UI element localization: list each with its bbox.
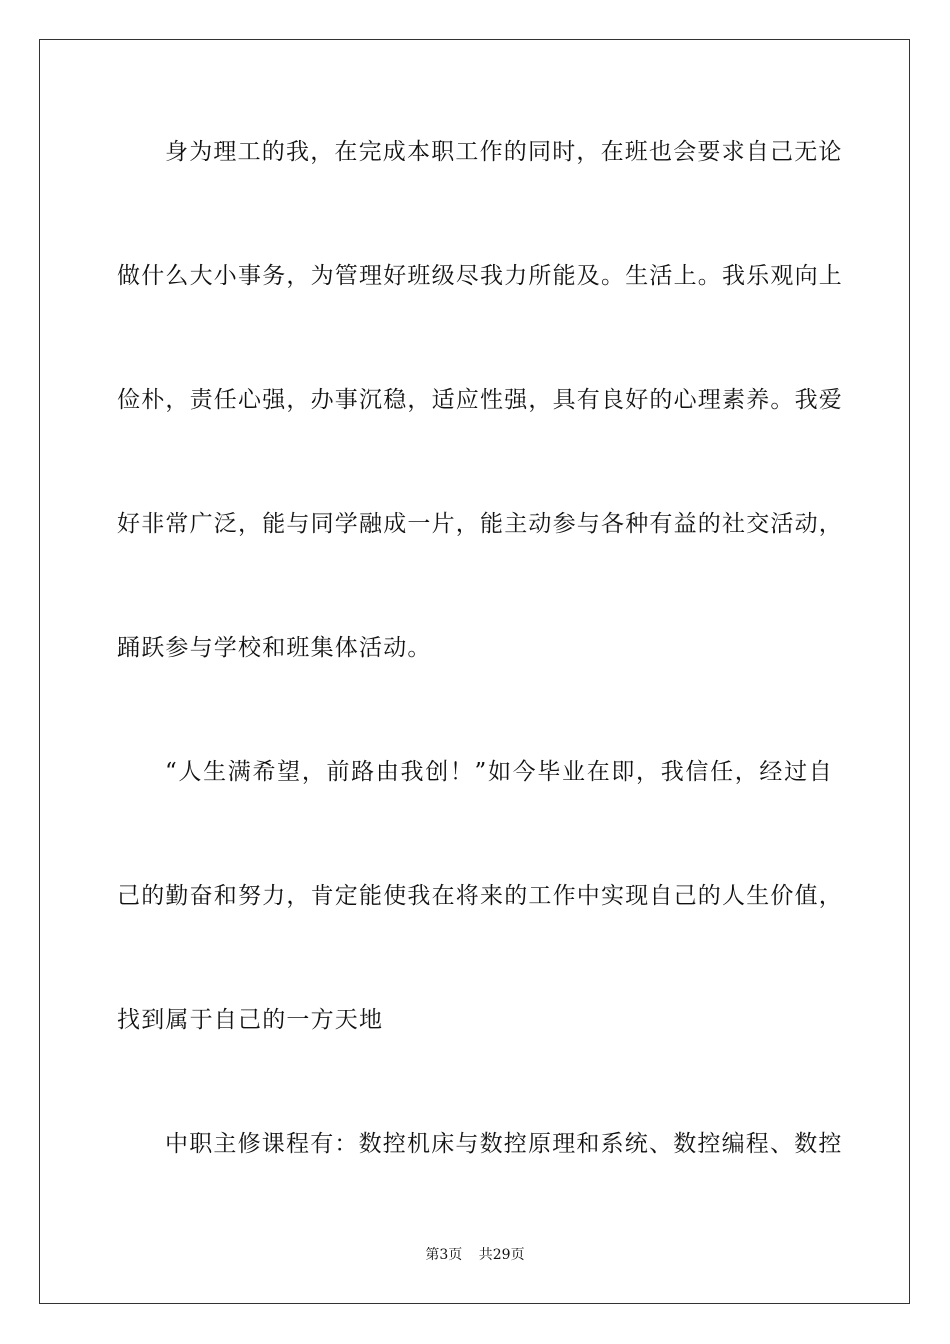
paragraph-2-line-2: 己的勤奋和努力，肯定能使我在将来的工作中实现自己的人生价值， bbox=[117, 883, 843, 909]
page-footer bbox=[0, 1246, 950, 1264]
paragraph-1-line-4: 好非常广泛，能与同学融成一片，能主动参与各种有益的社交活动， bbox=[117, 511, 843, 537]
paragraph-2-line-3: 找到属于自己的一方天地 bbox=[117, 1007, 384, 1033]
paragraph-3-line-1: 中职主修课程有：数控机床与数控原理和系统、数控编程、数控 bbox=[165, 1131, 843, 1157]
page-border bbox=[39, 39, 910, 1304]
paragraph-1-line-1: 身为理工的我，在完成本职工作的同时，在班也会要求自己无论 bbox=[165, 139, 843, 165]
paragraph-2-line-1: “人生满希望，前路由我创！”如今毕业在即，我信任，经过自 bbox=[165, 759, 833, 785]
paragraph-1-line-2: 做什么大小事务，为管理好班级尽我力所能及。生活上。我乐观向上 bbox=[117, 263, 843, 289]
page-number: 第3页 bbox=[425, 1247, 463, 1263]
paragraph-1-line-3: 俭朴，责任心强，办事沉稳，适应性强，具有良好的心理素养。我爱 bbox=[117, 387, 843, 413]
paragraph-1-line-5: 踊跃参与学校和班集体活动。 bbox=[117, 635, 432, 661]
page-total: 共29页 bbox=[478, 1247, 525, 1263]
